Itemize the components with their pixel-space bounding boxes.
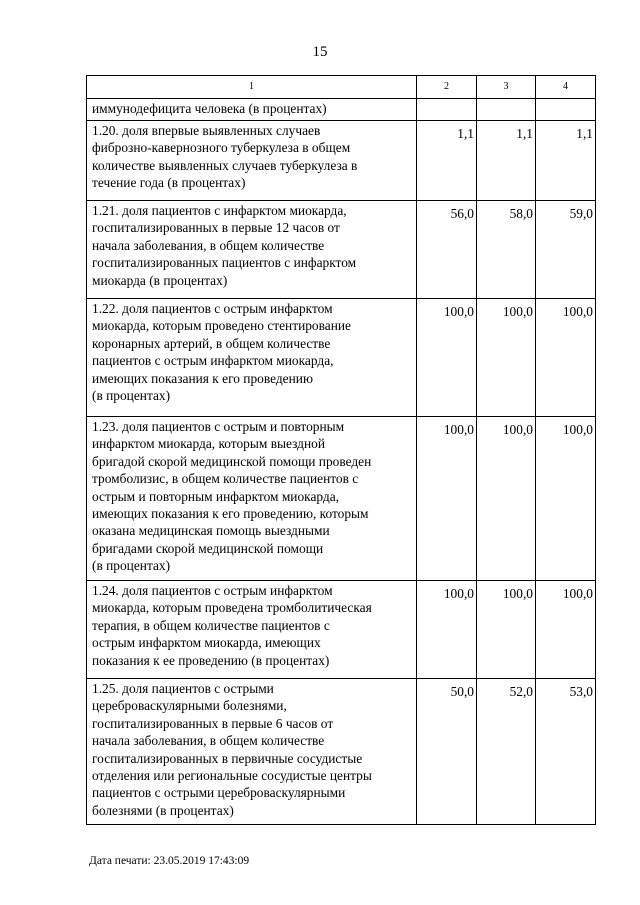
value-col-2: 100,0: [417, 581, 477, 679]
value-col-4: 53,0: [536, 679, 596, 825]
value-col-4: 1,1: [536, 121, 596, 201]
value-col-3: 100,0: [477, 581, 536, 679]
value-col-3: 58,0: [477, 201, 536, 299]
value-col-4: 59,0: [536, 201, 596, 299]
value-col-2: 56,0: [417, 201, 477, 299]
table-row: [87, 99, 596, 121]
indicators-table: [86, 75, 596, 825]
page-number: 15: [312, 44, 328, 60]
value-col-3: 100,0: [477, 417, 536, 581]
value-col-3: [477, 99, 536, 121]
table-header-row: [87, 76, 596, 99]
column-header-1: 1: [87, 76, 417, 99]
value-col-2: 100,0: [417, 417, 477, 581]
print-date: Дата печати: 23.05.2019 17:43:09: [89, 855, 250, 867]
table-row: [87, 581, 596, 679]
indicator-text: иммунодефицита человека (в процентах): [87, 99, 417, 121]
value-col-2: 50,0: [417, 679, 477, 825]
value-col-2: [417, 99, 477, 121]
indicator-text: 1.24. доля пациентов с острым инфарктом миокарда, которым проведена тромболитическая терапия, в общем количестве пациентов с острым инфарктом миокарда, имеющих показания к ее проведению (в процентах): [87, 581, 417, 679]
column-header-2: 2: [417, 76, 477, 99]
value-col-2: 100,0: [417, 299, 477, 417]
table-row: [87, 417, 596, 581]
indicator-text: 1.22. доля пациентов с острым инфарктом миокарда, которым проведено стентирование коронарных артерий, в общем количестве пациентов с острым инфарктом миокарда, имеющих показания к его проведению (в процентах): [87, 299, 417, 417]
indicator-text: 1.20. доля впервые выявленных случаев фиброзно-кавернозного туберкулеза в общем количестве выявленных случаев туберкулеза в течение года (в процентах): [87, 121, 417, 201]
column-header-4: 4: [536, 76, 596, 99]
value-col-4: 100,0: [536, 581, 596, 679]
indicator-text: 1.23. доля пациентов с острым и повторным инфарктом миокарда, которым выездной бригадой скорой медицинской помощи проведен тромболизис, в общем количестве пациентов с острым и повторным инфарктом миокарда, имеющих показания к его проведению, которым оказана медицинская помощь выездными бригадами скорой медицинской помощи (в процентах): [87, 417, 417, 581]
value-col-3: 100,0: [477, 299, 536, 417]
value-col-2: 1,1: [417, 121, 477, 201]
table-row: [87, 299, 596, 417]
indicator-text: 1.21. доля пациентов с инфарктом миокарда, госпитализированных в первые 12 часов от начала заболевания, в общем количестве госпитализированных пациентов с инфарктом миокарда (в процентах): [87, 201, 417, 299]
table-row: [87, 121, 596, 201]
table-row: [87, 679, 596, 825]
value-col-4: 100,0: [536, 299, 596, 417]
value-col-4: 100,0: [536, 417, 596, 581]
indicator-text: 1.25. доля пациентов с острыми цереброваскулярными болезнями, госпитализированных в первые 6 часов от начала заболевания, в общем количестве госпитализированных в первичные сосудистые отделения или региональные сосудистые центры пациентов с острыми цереброваскулярными болезнями (в процентах): [87, 679, 417, 825]
table-row: [87, 201, 596, 299]
value-col-3: 52,0: [477, 679, 536, 825]
column-header-3: 3: [477, 76, 536, 99]
value-col-3: 1,1: [477, 121, 536, 201]
value-col-4: [536, 99, 596, 121]
